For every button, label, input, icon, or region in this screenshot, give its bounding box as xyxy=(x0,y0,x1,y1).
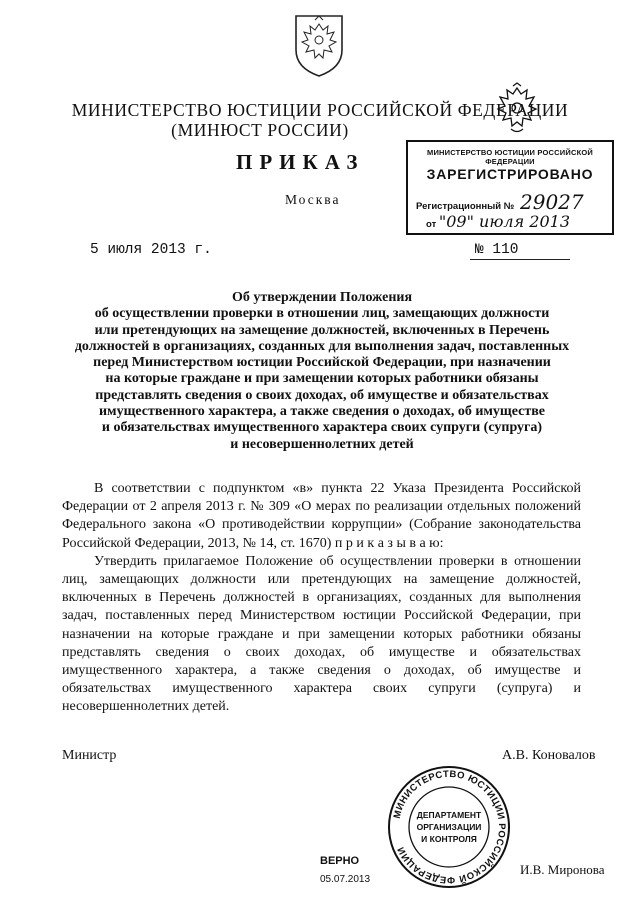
department-seal-stamp xyxy=(386,764,512,890)
order-title-line: и обязательствах имущественного характера своих супруги (супруга) xyxy=(101,420,543,436)
order-title-line: на которые граждане и при замещении которых работники обязаны xyxy=(105,371,539,387)
document-type-title: ПРИКАЗ xyxy=(236,150,365,174)
signatory-position: Министр xyxy=(62,748,117,763)
registration-date-value: "09" июля 2013 xyxy=(438,212,571,231)
order-title-line: или претендующих на замещение должностей, включенных в Перечень xyxy=(94,322,550,338)
order-title-line: должностей в организациях, созданных для выполнения задач, поставленных xyxy=(74,338,570,354)
registration-date-row xyxy=(426,212,570,231)
copy-certification-signer: И.В. Миронова xyxy=(520,862,605,877)
order-title-line: имущественного характера, а также сведения о доходах, об имуществе xyxy=(98,404,545,420)
order-title xyxy=(62,290,582,453)
document-number-underline xyxy=(470,259,570,260)
seal-center-line1: ДЕПАРТАМЕНТ xyxy=(416,810,482,820)
order-title-line: перед Министерством юстиции Российской Федерации, при назначении xyxy=(93,355,551,371)
signatory-name: А.В. Коновалов xyxy=(502,748,596,763)
registration-number-row xyxy=(416,190,584,214)
document-city: Москва xyxy=(285,192,341,207)
state-emblem-icon xyxy=(288,10,350,78)
stamp-eagle-icon xyxy=(493,82,541,136)
registration-stamp xyxy=(406,140,614,235)
copy-certification-date: 05.07.2013 xyxy=(320,874,371,885)
ministry-name: МИНИСТЕРСТВО ЮСТИЦИИ РОССИЙСКОЙ ФЕДЕРАЦИИ xyxy=(71,100,569,120)
order-body xyxy=(62,480,581,717)
order-title-line: об осуществлении проверки в отношении лиц, замещающих должности xyxy=(94,306,550,322)
seal-ring-text: МИНИСТЕРСТВО ЮСТИЦИИ РОССИЙСКОЙ ФЕДЕРАЦИИ xyxy=(391,768,508,886)
order-title-line: и несовершеннолетних детей xyxy=(230,436,414,452)
document-date: 5 июля 2013 г. xyxy=(90,242,212,258)
copy-certification-label: ВЕРНО xyxy=(320,855,360,867)
body-paragraph-preamble: В соответствии с подпунктом «в» пункта 22 Указа Президента Российской Федерации от 2 апреля 2013 г. № 309 «О мерах по реализации отдельных положений Федерального закона «О противодействии коррупции» (Собрание законодательства Российской Федерации, 2013, № 14, ст. 1670) п р и к а з ы в а ю: xyxy=(62,481,581,551)
registration-number-value: 29027 xyxy=(520,190,584,214)
registration-number-label: Регистрационный № xyxy=(416,201,515,212)
ministry-short-name: (МИНЮСТ РОССИИ) xyxy=(171,120,349,140)
seal-center-line3: И КОНТРОЛЯ xyxy=(421,834,477,844)
order-title-line: представлять сведения о своих доходах, об имуществе и обязательствах xyxy=(95,387,549,403)
registration-date-prefix: от xyxy=(426,219,437,230)
document-number: № 110 xyxy=(475,242,519,258)
registration-stamp-department: МИНИСТЕРСТВО ЮСТИЦИИ РОССИЙСКОЙ ФЕДЕРАЦИИ xyxy=(427,148,593,166)
seal-center-line2: ОРГАНИЗАЦИИ xyxy=(416,822,482,832)
body-paragraph-order: Утвердить прилагаемое Положение об осуществлении проверки в отношении лиц, замещающих должности или претендующих на замещение должностей, включенных в Перечень должностей в организациях, созданных для выполнения задач, поставленных перед Министерством юстиции Российской Федерации, при назначении на которые граждане и при замещении которых работники обязаны представлять сведения о своих доходах, об имуществе и обязательствах имущественного характера, а также сведения о доходах, об имуществе и обязательствах имущественного характера своих супруги (супруга) и несовершеннолетних детей. xyxy=(62,553,581,715)
registration-stamp-status: ЗАРЕГИСТРИРОВАНО xyxy=(426,166,594,182)
order-title-line: Об утверждении Положения xyxy=(231,290,413,305)
